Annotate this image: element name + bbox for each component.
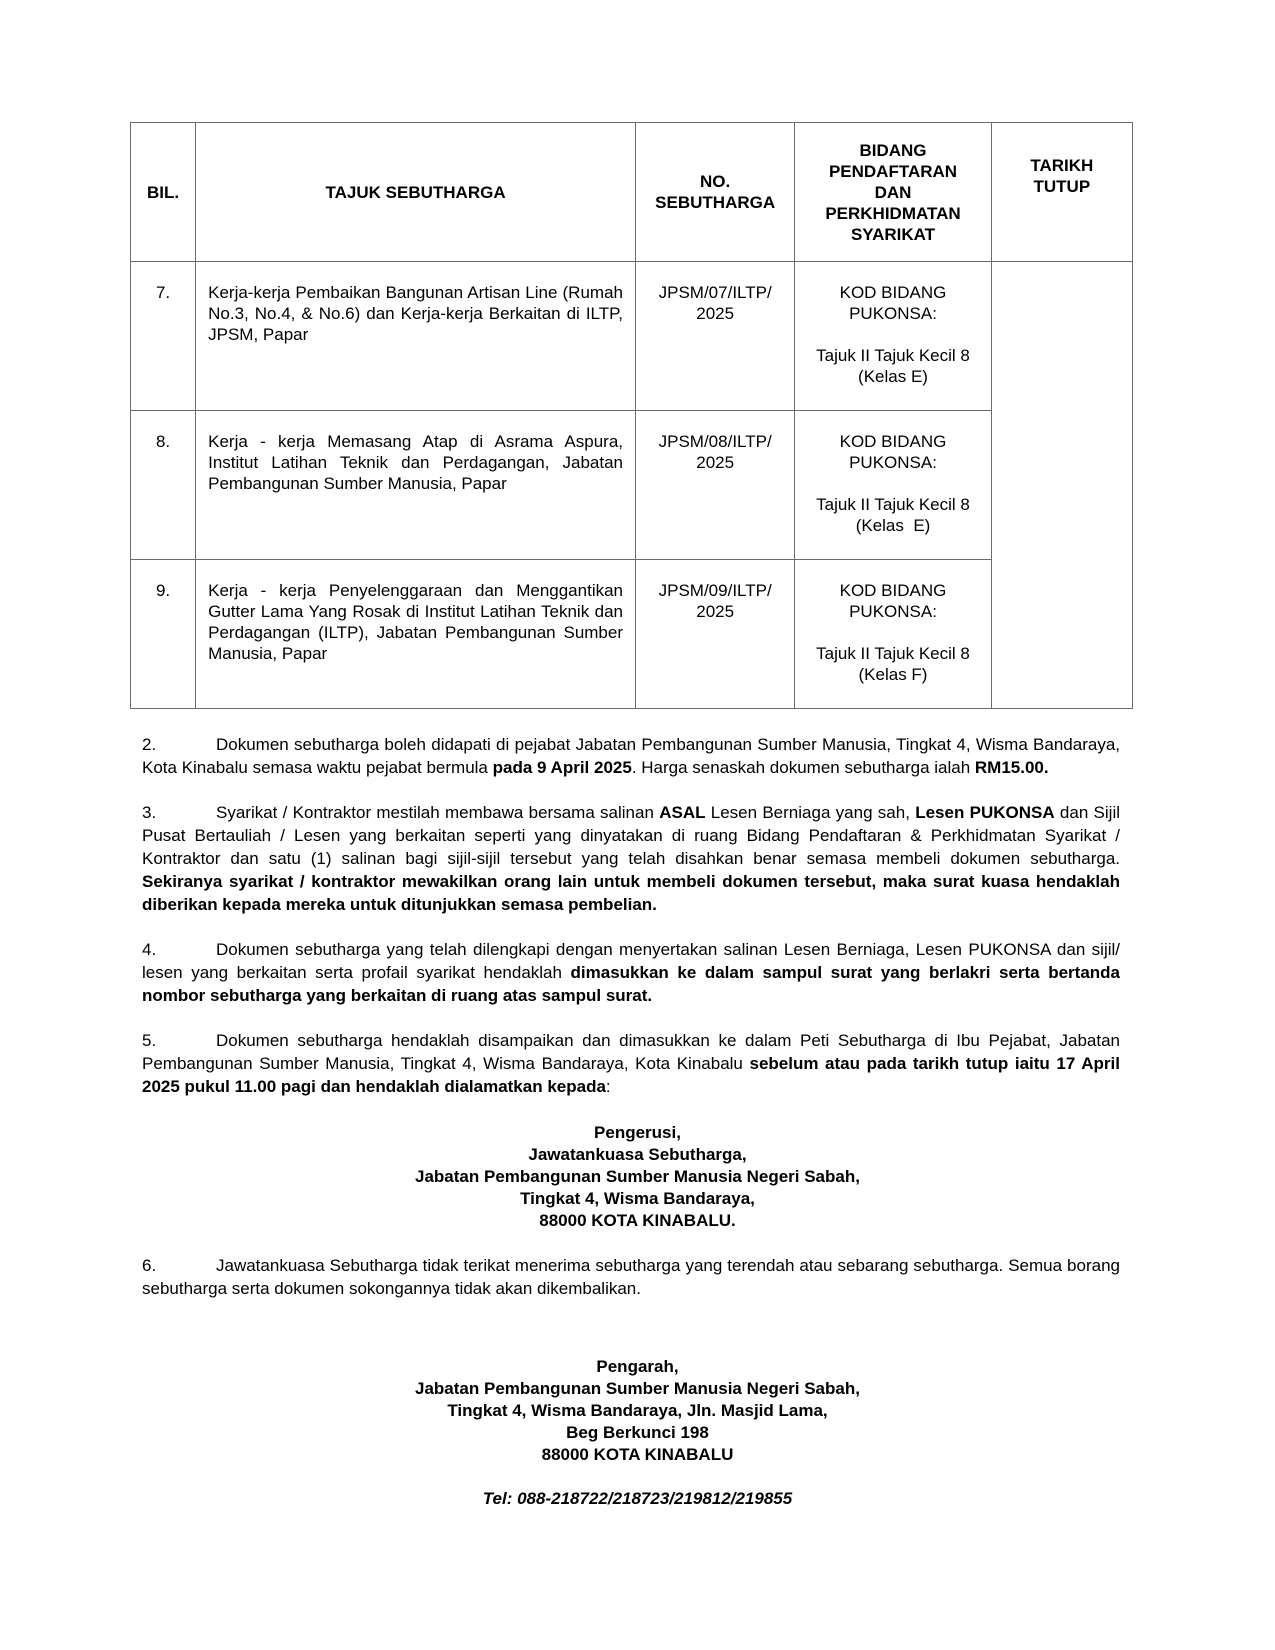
paragraph-text: Lesen Berniaga yang sah, bbox=[705, 803, 916, 822]
row-kod bbox=[795, 411, 991, 560]
header-bidang-line: BIDANG bbox=[859, 140, 927, 160]
paragraph-text: . Harga senaskah dokumen sebutharga ialah bbox=[631, 758, 975, 777]
address-line: 88000 KOTA KINABALU bbox=[541, 1445, 734, 1464]
row-kod-line: PUKONSA: bbox=[849, 453, 937, 472]
header-no bbox=[636, 123, 795, 262]
paragraph-bold-text: ASAL bbox=[659, 803, 706, 822]
paragraph-bold-text: sebelum atau pada tarikh tutup iaitu 17 April 2025 pukul 11.00 pagi dan hendaklah dialamatkan kepada bbox=[142, 1054, 1120, 1096]
row-kod-line: PUKONSA: bbox=[849, 602, 937, 621]
address-line: Tingkat 4, Wisma Bandaraya, Jln. Masjid Lama, bbox=[447, 1401, 828, 1420]
header-tarikh bbox=[991, 123, 1132, 262]
paragraph-bold-text: dimasukkan ke dalam sampul surat yang berlakri serta bertanda nombor sebutharga yang berkaitan di ruang atas sampul surat. bbox=[142, 963, 1120, 1005]
paragraph-bold-text: Sekiranya syarikat / kontraktor mewakilkan orang lain untuk membeli dokumen tersebut, maka surat kuasa hendaklah diberikan kepada mereka untuk ditunjukkan semasa pembelian. bbox=[142, 872, 1120, 914]
address-line: Jawatankuasa Sebutharga, bbox=[528, 1145, 747, 1164]
paragraph-6 bbox=[142, 1254, 1120, 1300]
row-kod-line: PUKONSA: bbox=[849, 304, 937, 323]
row-tajuk: Kerja - kerja Penyelenggaraan dan Menggantikan Gutter Lama Yang Rosak di Institut Latihan Teknik dan Perdagangan (ILTP), Jabatan Pembangunan Sumber Manusia, Papar bbox=[196, 560, 636, 709]
row-kelas-line: (Kelas E) bbox=[858, 367, 928, 386]
row-no bbox=[636, 262, 795, 411]
paragraph-number: 2. bbox=[142, 735, 157, 754]
header-tarikh-line: TUTUP bbox=[1033, 177, 1091, 196]
telephone-number: Tel: 088-218722/218723/219812/219855 bbox=[482, 1489, 793, 1508]
header-bidang-line: DAN bbox=[874, 182, 912, 202]
row-no-line: JPSM/07/ILTP/ bbox=[658, 283, 772, 302]
table-row bbox=[131, 411, 1133, 560]
header-bidang bbox=[795, 123, 991, 262]
tarikh-tutup-cell bbox=[991, 262, 1132, 709]
paragraph-bold-text: pada 9 April 2025 bbox=[492, 758, 632, 777]
row-kod bbox=[795, 262, 991, 411]
paragraph-4 bbox=[142, 938, 1120, 1007]
paragraph-number: 4. bbox=[142, 940, 157, 959]
row-kod-line: KOD BIDANG bbox=[839, 432, 947, 451]
row-kod-line: KOD BIDANG bbox=[839, 581, 947, 600]
paragraph-text: dan Sijil Pusat Bertauliah / Lesen yang berkaitan seperti yang dinyatakan di ruang Bidang Pendaftaran & Perkhidmatan Syarikat / Kontraktor dan satu (1) salinan bagi sijil-sijil tersebut yang telah disahkan benar semasa membeli dokumen sebutharga. bbox=[142, 803, 1120, 868]
row-bil: 7. bbox=[131, 262, 196, 411]
header-bil: BIL. bbox=[131, 123, 196, 262]
row-no-line: JPSM/09/ILTP/ bbox=[658, 581, 772, 600]
row-kelas-line: (Kelas E) bbox=[855, 516, 931, 535]
row-no bbox=[636, 560, 795, 709]
paragraph-bold-text: RM15.00. bbox=[974, 758, 1049, 777]
row-kod-line: KOD BIDANG bbox=[839, 283, 947, 302]
row-no bbox=[636, 411, 795, 560]
paragraph-text: Dokumen sebutharga boleh didapati di pejabat Jabatan Pembangunan Sumber Manusia, Tingkat 4, Wisma Bandaraya, Kota Kinabalu semasa waktu pejabat bermula bbox=[142, 735, 1120, 777]
row-tajuk-kecil-line: Tajuk II Tajuk Kecil 8 bbox=[816, 346, 970, 365]
row-no-line: JPSM/08/ILTP/ bbox=[658, 432, 772, 451]
address-line: Pengerusi, bbox=[594, 1123, 681, 1142]
header-tajuk: TAJUK SEBUTHARGA bbox=[196, 123, 636, 262]
address-line: Jabatan Pembangunan Sumber Manusia Negeri Sabah, bbox=[415, 1379, 860, 1398]
header-bidang-line: PERKHIDMATAN bbox=[825, 203, 961, 223]
row-kelas-line: (Kelas F) bbox=[858, 665, 928, 684]
paragraph-text: Syarikat / Kontraktor mestilah membawa bersama salinan bbox=[216, 803, 660, 822]
paragraph-bold-text: Lesen PUKONSA bbox=[915, 803, 1055, 822]
paragraph-2 bbox=[142, 733, 1120, 779]
header-no-line: NO. bbox=[700, 172, 731, 191]
table-row bbox=[131, 262, 1133, 411]
address-line: 88000 KOTA KINABALU. bbox=[539, 1211, 736, 1230]
row-kod bbox=[795, 560, 991, 709]
row-tajuk: Kerja-kerja Pembaikan Bangunan Artisan Line (Rumah No.3, No.4, & No.6) dan Kerja-kerja Berkaitan di ILTP, JPSM, Papar bbox=[196, 262, 636, 411]
paragraph-number: 3. bbox=[142, 803, 157, 822]
address-chairman bbox=[0, 1122, 1275, 1232]
header-bidang-line: SYARIKAT bbox=[850, 224, 936, 244]
address-line: Jabatan Pembangunan Sumber Manusia Negeri Sabah, bbox=[415, 1167, 860, 1186]
address-director bbox=[0, 1356, 1275, 1466]
row-no-line: 2025 bbox=[696, 453, 735, 472]
paragraph-text: Dokumen sebutharga hendaklah disampaikan dan dimasukkan ke dalam Peti Sebutharga di Ibu Pejabat, Jabatan Pembangunan Sumber Manusia, Tingkat 4, Wisma Bandaraya, Kota Kinabalu bbox=[142, 1031, 1120, 1073]
table-header-row bbox=[131, 123, 1133, 262]
paragraph-5 bbox=[142, 1029, 1120, 1098]
paragraph-number: 6. bbox=[142, 1256, 157, 1275]
address-line: Pengarah, bbox=[596, 1357, 679, 1376]
row-no-line: 2025 bbox=[696, 304, 735, 323]
paragraph-number: 5. bbox=[142, 1031, 157, 1050]
paragraph-text: Jawatankuasa Sebutharga tidak terikat menerima sebutharga yang terendah atau sebarang sebutharga. Semua borang sebutharga serta dokumen sokongannya tidak akan dikembalikan. bbox=[142, 1256, 1120, 1298]
row-bil: 9. bbox=[131, 560, 196, 709]
address-line: Beg Berkunci 198 bbox=[566, 1423, 709, 1442]
paragraph-text: Dokumen sebutharga yang telah dilengkapi dengan menyertakan salinan Lesen Berniaga, Lesen PUKONSA dan sijil/ lesen yang berkaitan serta profail syarikat hendaklah bbox=[142, 940, 1120, 982]
header-no-line: SEBUTHARGA bbox=[655, 193, 776, 212]
quotation-table bbox=[130, 122, 1133, 709]
row-no-line: 2025 bbox=[696, 602, 735, 621]
row-tajuk-kecil-line: Tajuk II Tajuk Kecil 8 bbox=[816, 495, 970, 514]
paragraph-3 bbox=[142, 801, 1120, 916]
paragraph-text: : bbox=[605, 1077, 611, 1096]
address-line: Tingkat 4, Wisma Bandaraya, bbox=[520, 1189, 755, 1208]
row-tajuk-kecil-line: Tajuk II Tajuk Kecil 8 bbox=[816, 644, 970, 663]
table-row bbox=[131, 560, 1133, 709]
header-bidang-line: PENDAFTARAN bbox=[828, 161, 958, 181]
row-tajuk: Kerja - kerja Memasang Atap di Asrama Aspura, Institut Latihan Teknik dan Perdagangan, Jabatan Pembangunan Sumber Manusia, Papar bbox=[196, 411, 636, 560]
row-bil: 8. bbox=[131, 411, 196, 560]
header-tarikh-line: TARIKH bbox=[1030, 156, 1094, 175]
